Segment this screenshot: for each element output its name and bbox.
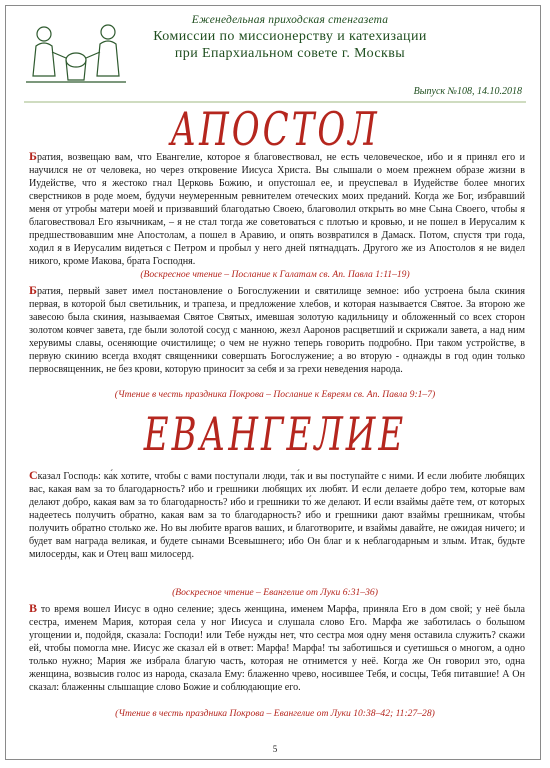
gospel-citation-1: (Воскресное чтение – Евангелие от Луки 6:31–36) (172, 587, 378, 598)
apostol-citation-1: (Воскресное чтение – Послание к Галатам св. Ап. Павла 1:11–19) (140, 269, 410, 280)
drop-cap: В (29, 601, 38, 615)
drop-cap: Б (29, 283, 37, 297)
drop-cap: Б (29, 149, 37, 163)
paragraph-text: ратия, первый завет имел постановление о Богослужении и святилище земное: ибо устроена была скиния первая, в которой был светильник, и трапеза, и предложение хлебов, и которая называется Святое. За второю же завесою была скиния, называемая Святое Святых, имевшая золотую кадильницу и обложенный со всех сторон золотом ковчег завета, где были золотой сосуд с манною, жезл Ааронов расцветший и скрижали завета, а над ним херувимы славы, осеняющие очистилище; о чем не нужно теперь говорить подробно. При таком устройстве, в первую скинию всегда входят священники совершать Богослужение; а во вторую - однажды в год один только первосвященник, не без крови, которую приносит за себя и за грехи неведения народа. (29, 286, 525, 375)
emblem-icon (22, 18, 130, 88)
apostol-paragraph-2 (29, 284, 525, 376)
page-number: 5 (272, 744, 278, 754)
newspaper-header (140, 10, 440, 62)
apostol-citation-2: (Чтение в честь праздника Покрова – Послание к Евреям св. Ап. Павла 9:1–7) (114, 389, 436, 400)
gospel-title: ЕВАНГЕЛИЕ (143, 408, 407, 462)
paragraph-text: ратия, возвещаю вам, что Евангелие, которое я благовествовал, не есть человеческое, ибо и я принял его и научился не от человека, но через откровение Иисуса Христа. Вы слышали о моем прежнем образе жизни в Иудействе, что я жестоко гнал Церковь Божию, и опустошал ее, и преуспевал в Иудействе более многих сверстников в роде моем, будучи неумеренным ревнителем отеческих моих преданий. Когда же Бог, избравший меня от утробы матери моей и призвавший благодатью Своею, благоволил открыть во мне Сына Своего, чтобы я благовествовал Его язычникам, – я не стал тогда же советоваться с плотью и кровью, и не пошел в Иерусалим к предшествовавшим мне Апостолам, а пошел в Аравию, и опять возвратился в Дамаск. Потом, спустя три года, ходил я в Иерусалим видеться с Петром и пробыл у него дней пятнадцать. Другого же из Апостолов я не видел никого, кроме Иакова, брата Господня. (29, 152, 525, 267)
apostol-title: АПОСТОЛ (170, 103, 380, 157)
issue-number: Выпуск №108, 14.10.2018 (413, 86, 522, 97)
gospel-paragraph-1 (29, 469, 525, 561)
paragraph-text: казал Господь: ка́к хотите, чтобы с вами поступали люди, та́к и вы поступайте с ними. И если любите любящих вас, какая вам за то благодарность? ибо и грешники любящих их любят. И если делаете добро тем, которые вам делают добро, какая вам за то благодарность? ибо и грешники то́ же делают. И если взаймы даёте тем, от которых надеетесь получить обратно, какая вам за то благодарность? ибо и грешники дают взаймы грешникам, чтобы получить обратно столько же. Но вы любите врагов ваших, и благотворите, и взаймы давайте, не ожидая ничего; и будет вам награда великая, и будете сынами Всевышнего; ибо Он благ и к неблагодарным и злым. Итак, будьте милосерды, как и Отец ваш милосерд. (29, 471, 525, 560)
gospel-citation-2: (Чтение в честь праздника Покрова – Евангелие от Луки 10:38–42; 11:27–28) (115, 708, 435, 719)
header-subtitle: Еженедельная приходская стенгазета (191, 14, 389, 26)
header-title-line2: при Епархиальном совете г. Москвы (174, 46, 406, 61)
drop-cap: С (29, 468, 38, 482)
header-title-line1: Комиссии по миссионерству и катехизации (153, 29, 427, 44)
apostol-paragraph-1 (29, 150, 525, 268)
gospel-paragraph-2 (29, 602, 525, 694)
paragraph-text: то время вошел Иисус в одно селение; здесь женщина, именем Марфа, приняла Его в дом свой; у неё была сестра, именем Мария, которая села у ног Иисуса и слушала слово Его. Марфа же заботилась о большом угощении и, подойдя, сказала: Господи! или Тебе нужды нет, что сестра моя одну меня оставила служить? скажи ей, чтобы помогла мне. Иисус же сказал ей в ответ: Марфа! Марфа! ты заботишься и суетишься о многом, а одно только нужно; Мария же избрала благую часть, которая не отнимется у неё. Когда же Он говорил это, одна женщина, возвысив голос из народа, сказала Ему: блаженно чрево, носившее Тебя, и сосцы, Тебя питавшие! А Он сказал: блаженны слышащие слово Божие и соблюдающие его. (29, 604, 525, 693)
